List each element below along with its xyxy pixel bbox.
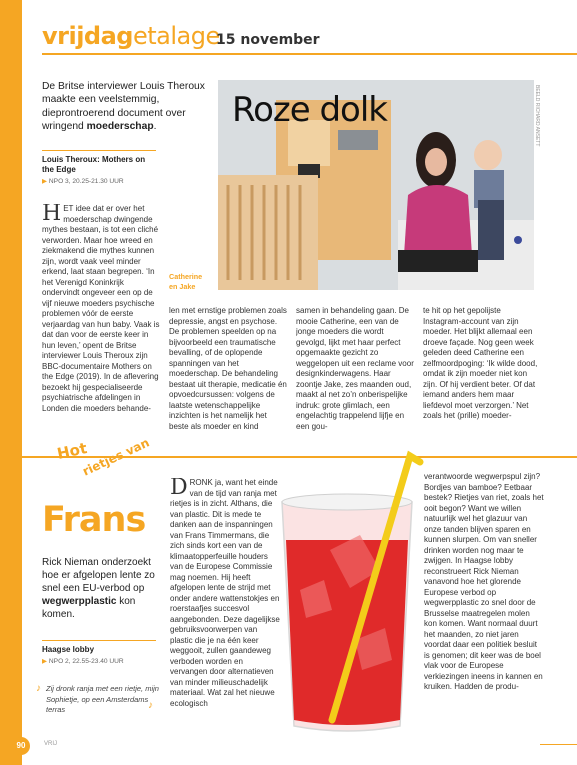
footer-tag: VRIJ (44, 741, 58, 747)
program-meta-2-text: NPO 2, 22.55-23.40 UUR (48, 658, 124, 665)
section-title-part1: vrijdag (42, 22, 133, 50)
article2-column-2-text: verantwoorde wegwerpspul zijn? Bordjes van bamboe? Eetbaar bestek? Rietjes van riet, zoals het ooit begon? Want we willen natuurlijk wel het glazuur van onze tanden blijven sparen en kunnen slurpen. Om van sneller drinken worden nog maar te zwijgen. In Haagse lobby reconstrueert Rick Nieman vanavond hoe het glorende Europese verbod op wegwerpplastic zo snel door de Brusselse maatregelen molen kon komen. Want normaal duurt het maanden, zo niet jaren voordat daar een politiek besluit is genomen; dit keer was de boel vlak voor de Europese verkiezingen ineens in kannen en kruiken. Hadden de produ- (424, 472, 544, 691)
pull-quote: Zij dronk ranja met een rietje, mijn Sophietje, op een Amsterdams terras (46, 684, 159, 714)
page-number: 90 (12, 737, 30, 755)
program-title-1: Louis Theroux: Mothers on the Edge (42, 155, 146, 174)
column-2-text: len met ernstige problemen zoals depressie, angst en psychose. De problemen speelden op na bijvoorbeeld een traumatische bevalling, of de oplopende spanningen van het moederschap. De behandeling bestaat uit therapie, medicatie én opvoedcursussen: volgens de laatste wetenschappelijke inzichten is het namelijk het beste als moeder en kind (169, 306, 287, 431)
article1-column-2 (169, 306, 287, 442)
program-meta-1 (42, 177, 156, 185)
article-photo (218, 80, 534, 290)
article2-kicker-hot: Hot (55, 439, 89, 463)
article1-column-3 (296, 306, 414, 442)
photo-headline: Roze dolk (232, 90, 387, 130)
article2-headline: Frans (42, 500, 146, 540)
intro-text: De Britse interviewer Louis Theroux maakte een veelstemmig, dieprontroerend document over wringend (42, 81, 205, 132)
program-meta-2 (42, 657, 156, 665)
intro-end: . (153, 120, 157, 132)
music-note-icon: ♪ (148, 700, 153, 711)
lead-end: kon komen. (42, 596, 136, 620)
article2-kicker-rietjes: rietjes van (80, 435, 152, 479)
article1-column-4 (423, 306, 541, 432)
section-title-part2: etalage (133, 22, 220, 50)
program-meta-1-text: NPO 3, 20.25-21.30 UUR (48, 178, 124, 185)
article2-lead (42, 556, 162, 621)
dropcap-h: H (42, 204, 62, 226)
footer-rule (540, 744, 577, 745)
photo-caption (169, 272, 202, 292)
left-accent-bar (0, 0, 22, 765)
column-4-text: te hit op het gepolijste Instagram-account van zijn moeder. Het blijkt allemaal een droeve façade. Nog geen week geleden deed Catherine een zelfmoordpoging: ‘Ik wilde dood, omdat ik zijn moeder niet kon zijn. Of hij verdient beter. Of dat iemand anders hem maar liefdevol moet verzorgen.’ Net zoals het (prille) moeder- (423, 306, 538, 420)
arrow-icon: ▶ (42, 658, 48, 665)
article1-column-1 (42, 204, 160, 442)
lead-text: Rick Nieman onderzoekt hoe er afgelopen lente zo snel een EU-verbod op (42, 557, 155, 594)
program-title-2: Haagse lobby (42, 645, 95, 654)
intro-bold: moederschap (86, 120, 154, 132)
column-3-text: samen in behandeling gaan. De mooie Catherine, een van de jonge moeders die wordt gevolgd, lijkt met haar perfect opgemaakte gezicht zo weggelopen uit een reclame voor designkinderwagens. Haar zoontje Jake, zes maanden oud, maakt al net zo’n onberispelijke indruk: grote glimlach, een engelachtig trappelend lijfje en een gou- (296, 306, 414, 431)
dropcap-d: D (170, 478, 188, 500)
music-note-icon: ♪ (36, 683, 41, 694)
caption-line-2: en Jake (169, 282, 196, 291)
glass-of-ranja-illustration (260, 440, 435, 740)
glass-with-straw-icon (260, 440, 435, 740)
column-1-text: ET idee dat er over het moederschap dwingende mythes bestaan, is tot een cliché verworden. Maar hoe wreed en ziekmakend die mythes kunnen zijn, wordt vaak veel minder erkend, laat staan begrepen. ‘In het Verenigd Koninkrijk ondervindt ongeveer een op de vijf nieuwe moeders psychische problemen vóór de eerste verjaardag van hun baby. Vaak is dat dan voor de eerste keer in hun leven,’ opent de Britse interviewer Louis Theroux zijn BBC-documentaire Mothers on the Edge (2019). In de aflevering bezoekt hij gespecialiseerde psychiatrische afdelingen in Londen die moeders behande- (42, 204, 160, 413)
article1-intro (42, 80, 212, 133)
article2-column-1-text: RONK ja, want het einde van de tijd van ranja met rietjes is in zicht. Althans, die van plastic. Dit is mede te danken aan de inspanningen van Frans Timmermans, die zich sinds kort een van de klimaatopperfeuille houders van de Europese Commissie mag noemen. Hij heeft afgelopen lente de strijd met onder andere wattenstokjes en roerstaafjes succesvol aangebonden. Deze dagelijkse gebruiksvoorwerpen van plastic die je na één keer weggooit, zullen gaandeweg verboden worden en vervangen door alternatieven van minder milieuschadelijk materiaal. Wat zal het nieuwe ecologisch (170, 478, 280, 708)
program-info-2 (42, 640, 156, 665)
arrow-icon: ▶ (42, 178, 48, 185)
caption-line-1: Catherine (169, 272, 203, 281)
lead-bold: wegwerpplastic (42, 596, 117, 607)
program-info-1 (42, 150, 156, 185)
header-rule (42, 53, 577, 55)
article2-column-2 (424, 472, 544, 716)
section-title (42, 22, 220, 50)
photo-credit: BEELD RICHARD ANSETT (534, 85, 540, 147)
issue-date: 15 november (216, 32, 320, 48)
